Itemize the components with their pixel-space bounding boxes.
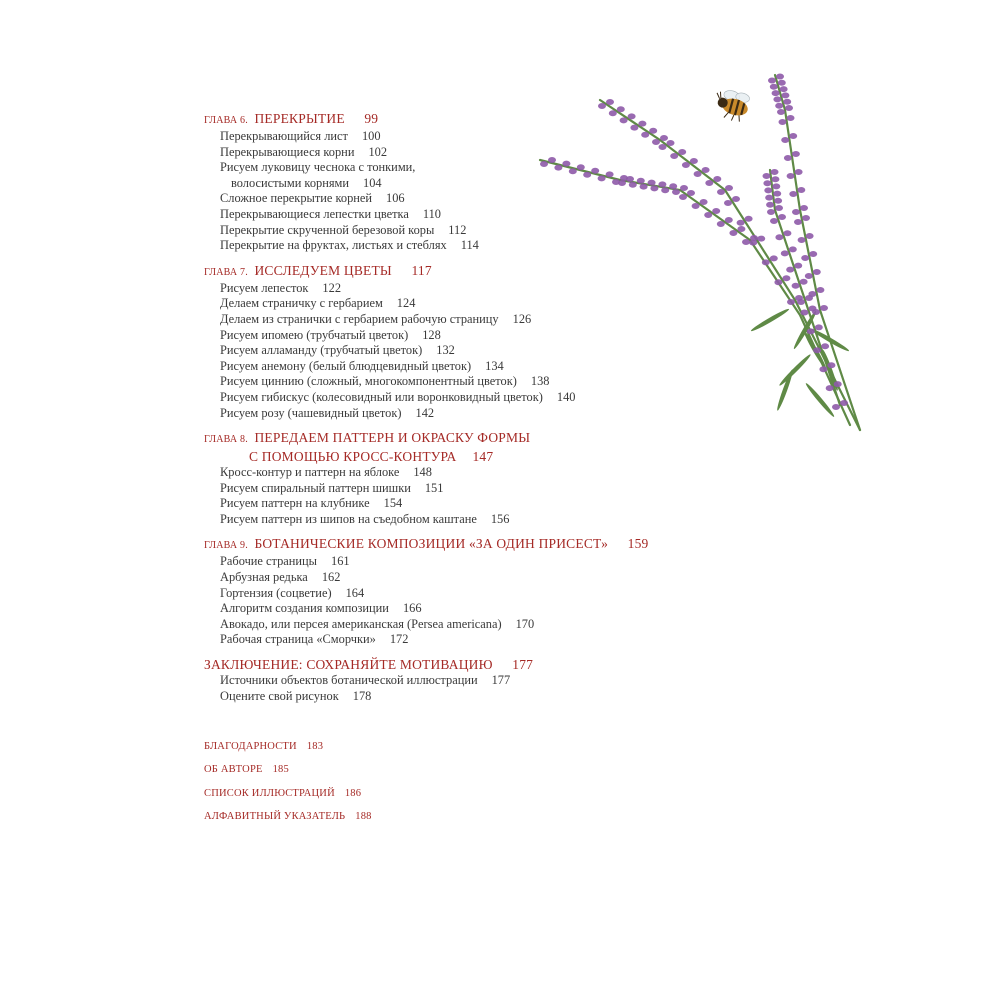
lavender-bud	[609, 110, 617, 116]
lavender-bud	[620, 117, 628, 123]
lavender-bud	[705, 180, 713, 186]
chapter-label: ГЛАВА 8.	[204, 434, 248, 446]
lavender-bud	[783, 99, 791, 105]
lavender-bud	[809, 306, 817, 312]
toc-entry[interactable]	[204, 586, 674, 602]
lavender-bud	[768, 78, 776, 84]
lavender-bud	[766, 202, 774, 208]
lavender-bud	[672, 189, 680, 195]
lavender-bud	[805, 273, 813, 279]
lavender-bud	[659, 144, 667, 150]
chapter-page: 147	[472, 449, 494, 465]
lavender-bud	[606, 171, 614, 177]
lavender-bud	[725, 217, 733, 223]
lavender-bud	[770, 218, 778, 224]
toc-entry[interactable]	[204, 465, 674, 481]
chapter-page: 159	[627, 536, 649, 552]
lavender-bud	[667, 140, 675, 146]
lavender-bud	[832, 404, 840, 410]
lavender-bud	[694, 171, 702, 177]
chapter-title-continued: С ПОМОЩЬЮ КРОСС-КОНТУРА	[249, 449, 457, 465]
chapter-title: ПЕРЕДАЕМ ПАТТЕРН И ОКРАСКУ ФОРМЫ	[254, 430, 531, 446]
lavender-bud	[670, 153, 678, 159]
bee-icon	[711, 87, 751, 124]
entry-title: Рисуем спиральный паттерн шишки	[220, 480, 411, 495]
lavender-leaves	[750, 307, 850, 418]
lavender-bud	[775, 103, 783, 109]
lavender-bud	[678, 149, 686, 155]
lavender-bud	[591, 168, 599, 174]
lavender-bud	[770, 84, 778, 90]
entry-title: Рисуем лепесток	[220, 280, 309, 295]
lavender-bud	[783, 230, 791, 236]
entry-title: Рисуем луковицу чеснока с тонкими,	[220, 160, 416, 175]
entry-page: 132	[436, 343, 455, 358]
lavender-bud	[778, 80, 786, 86]
lavender-bud	[700, 199, 708, 205]
lavender-bud	[789, 133, 797, 139]
lavender-bud	[762, 259, 770, 265]
lavender-bud	[687, 190, 695, 196]
lavender-bud	[628, 113, 636, 119]
entry-title: Перекрытие скрученной березовой коры	[220, 222, 435, 237]
entry-page: 161	[331, 554, 350, 569]
chapter-heading[interactable]	[204, 656, 674, 673]
lavender-bud	[800, 279, 808, 285]
back-matter-item[interactable]	[204, 758, 372, 781]
entry-title: Источники объектов ботанической иллюстрации	[220, 673, 478, 688]
lavender-bud	[577, 164, 585, 170]
lavender-bud	[763, 180, 771, 186]
lavender-bud	[652, 139, 660, 145]
entry-title: Кросс-контур и паттерн на яблоке	[220, 465, 400, 480]
chapter-page: 99	[364, 111, 379, 126]
entry-page: 134	[485, 358, 504, 373]
entry-title: Оцените свой рисунок	[220, 688, 339, 703]
lavender-bud	[763, 173, 771, 179]
chapter-label: ГЛАВА 6.	[204, 115, 248, 126]
lavender-bud	[792, 209, 800, 215]
lavender-bud	[583, 172, 591, 178]
lavender-bud	[809, 251, 817, 257]
entry-page: 185	[272, 764, 289, 776]
chapter-9	[204, 535, 674, 648]
lavender-bud	[805, 295, 813, 301]
back-matter	[204, 735, 372, 829]
lavender-bud	[717, 221, 725, 227]
lavender-bud	[658, 181, 666, 187]
entry-page: 188	[355, 811, 372, 823]
lavender-bud	[820, 305, 828, 311]
entry-page: 164	[345, 585, 365, 600]
entry-title: Арбузная редька	[220, 570, 308, 585]
lavender-bud	[742, 239, 750, 245]
chapter-title: БОТАНИЧЕСКИЕ КОМПОЗИЦИИ «ЗА ОДИН ПРИСЕСТ»	[254, 536, 609, 552]
entry-title: Рисуем алламанду (трубчатый цветок)	[220, 343, 423, 358]
lavender-bud	[745, 216, 753, 222]
lavender-bud	[648, 180, 656, 186]
lavender-bud	[680, 185, 688, 191]
toc-entry[interactable]	[204, 481, 674, 497]
lavender-bud	[806, 233, 814, 239]
toc-entry[interactable]	[204, 512, 674, 528]
lavender-bud	[540, 161, 548, 167]
lavender-bud	[569, 168, 577, 174]
lavender-bud	[679, 194, 687, 200]
entry-page: 183	[306, 741, 324, 752]
entry-page: 100	[361, 129, 381, 143]
lavender-bud	[794, 263, 802, 269]
lavender-bud	[789, 246, 797, 252]
back-matter-item[interactable]	[204, 735, 372, 758]
lavender-bud	[773, 96, 781, 102]
lavender-bud	[787, 115, 795, 121]
lavender-bud	[598, 103, 606, 109]
lavender-bud	[717, 189, 725, 195]
lavender-bud	[712, 208, 720, 214]
lavender-bud	[713, 176, 721, 182]
lavender-bud	[819, 366, 827, 372]
lavender-bud	[781, 137, 789, 143]
lavender-bud	[598, 175, 606, 181]
lavender-bud	[774, 198, 782, 204]
lavender-bud	[816, 287, 824, 293]
lavender-bud	[798, 237, 806, 243]
lavender-bud	[777, 109, 785, 115]
lavender-bud	[725, 185, 733, 191]
lavender-bud	[795, 169, 803, 175]
lavender-leaf	[775, 369, 794, 412]
entry-page: 142	[415, 405, 435, 420]
entry-page: 126	[512, 311, 532, 326]
lavender-bud	[640, 184, 648, 190]
lavender-bud	[772, 90, 780, 96]
entry-title: ОБ АВТОРЕ	[204, 764, 263, 776]
toc-entry[interactable]	[204, 673, 674, 689]
lavender-bud	[776, 74, 784, 80]
lavender-bud	[548, 157, 556, 163]
lavender-flowers	[540, 74, 848, 411]
chapter-title: ПЕРЕКРЫТИЕ	[254, 111, 345, 126]
lavender-bud	[801, 310, 809, 316]
toc-entry[interactable]	[204, 570, 674, 586]
entry-title: Рисуем анемону (белый блюдцевидный цветок)	[220, 358, 472, 373]
lavender-bud	[750, 235, 758, 241]
entry-page: 148	[413, 465, 432, 480]
lavender-bud	[770, 255, 778, 261]
entry-title: Перекрывающийся лист	[220, 129, 348, 143]
lavender-bud	[792, 151, 800, 157]
lavender-bud	[780, 86, 788, 92]
lavender-bud	[612, 179, 620, 185]
lavender-bud	[782, 275, 790, 281]
lavender-bud	[661, 187, 669, 193]
entry-title: Рабочая страница «Сморчки»	[220, 632, 376, 647]
toc-entry[interactable]	[204, 632, 674, 648]
lavender-bud	[771, 176, 779, 182]
back-matter-item[interactable]	[204, 805, 372, 828]
lavender-bud	[606, 99, 614, 105]
lavender-bud	[724, 200, 732, 206]
entry-page: 102	[368, 144, 388, 159]
lavender-bud	[764, 187, 772, 193]
entry-page: 186	[344, 787, 362, 799]
lavender-bud	[800, 205, 808, 211]
lavender-bud	[785, 105, 793, 111]
lavender-bud	[692, 203, 700, 209]
chapter-page: 177	[512, 657, 534, 673]
entry-page: 128	[422, 327, 441, 342]
lavender-bud	[732, 196, 740, 202]
toc-entry[interactable]	[204, 496, 674, 512]
lavender-bud	[704, 212, 712, 218]
entry-title: волосистыми корнями	[231, 175, 350, 190]
entry-page: 110	[422, 206, 441, 221]
lavender-bud	[669, 183, 677, 189]
chapter-page: 117	[411, 262, 432, 278]
toc-entry[interactable]	[204, 554, 674, 570]
lavender-bud	[789, 191, 797, 197]
lavender-bud	[729, 230, 737, 236]
lavender-bud	[771, 169, 779, 175]
entry-page: 114	[460, 238, 479, 253]
entry-title: Перекрытие на фруктах, листьях и стеблях	[220, 238, 447, 253]
lavender-bud	[638, 121, 646, 127]
lavender-leaf	[778, 353, 812, 387]
entry-title: Рабочие страницы	[220, 554, 318, 569]
lavender-bud	[813, 269, 821, 275]
chapter-heading[interactable]	[204, 535, 674, 554]
lavender-bud	[834, 381, 842, 387]
lavender-bud	[813, 347, 821, 353]
lavender-bud	[765, 195, 773, 201]
lavender-bud	[650, 185, 658, 191]
toc-entry[interactable]	[204, 601, 674, 617]
entry-title: Рисуем ипомею (трубчатый цветок)	[220, 327, 409, 342]
lavender-bud	[737, 220, 745, 226]
toc-entry[interactable]	[204, 617, 674, 633]
entry-title: Рисуем паттерн на клубнике	[220, 496, 370, 511]
entry-page: 106	[386, 191, 405, 206]
entry-title: Делаем страничку с гербарием	[220, 296, 383, 311]
lavender-bud	[630, 125, 638, 131]
entry-page: 151	[424, 480, 444, 495]
entry-page: 177	[491, 673, 511, 688]
entry-page: 170	[515, 616, 535, 631]
entry-title: Сложное перекрытие корней	[220, 191, 373, 206]
lavender-bud	[702, 167, 710, 173]
lavender-bud	[562, 161, 570, 167]
lavender-bud	[637, 178, 645, 184]
lavender-bud	[778, 214, 786, 220]
entry-title: Рисуем гибискус (колесовидный или воронковидный цветок)	[220, 389, 543, 404]
entry-title: Авокадо, или персея американская (Persea americana)	[220, 616, 502, 631]
lavender-bud	[821, 343, 829, 349]
conclusion	[204, 656, 674, 704]
lavender-illustration	[530, 70, 880, 450]
entry-title: Перекрывающиеся лепестки цветка	[220, 206, 409, 221]
entry-page: 124	[396, 296, 416, 311]
lavender-bud	[807, 328, 815, 334]
chapter-title: ИССЛЕДУЕМ ЦВЕТЫ	[254, 262, 392, 278]
lavender-bud	[772, 183, 780, 189]
lavender-bud	[797, 299, 805, 305]
lavender-bud	[826, 385, 834, 391]
lavender-bud	[773, 191, 781, 197]
entry-page: 166	[402, 601, 422, 616]
lavender-bud	[660, 135, 668, 141]
entry-page: 112	[448, 222, 467, 237]
lavender-bud	[554, 165, 562, 171]
lavender-bud	[641, 132, 649, 138]
lavender-bud	[792, 283, 800, 289]
lavender-bud	[629, 182, 637, 188]
lavender-bud	[767, 209, 775, 215]
lavender-bud	[786, 267, 794, 273]
lavender-bud	[797, 187, 805, 193]
entry-page: 156	[490, 511, 510, 526]
toc-entry[interactable]	[204, 689, 674, 705]
lavender-bud	[787, 299, 795, 305]
entry-title: Алгоритм создания композиции	[220, 601, 389, 616]
entry-page: 138	[530, 374, 550, 389]
entry-title: Рисуем циннию (сложный, многокомпонентный цветок)	[220, 374, 517, 389]
lavender-leaf	[750, 307, 790, 333]
lavender-bud	[794, 219, 802, 225]
entry-page: 140	[556, 389, 576, 404]
lavender-bud	[779, 119, 787, 125]
entry-title: Рисуем розу (чашевидный цветок)	[220, 405, 402, 420]
lavender-bud	[737, 226, 745, 232]
entry-page: 178	[352, 688, 372, 703]
lavender-bud	[781, 250, 789, 256]
entry-title: АЛФАВИТНЫЙ УКАЗАТЕЛЬ	[204, 811, 346, 823]
lavender-bud	[690, 158, 698, 164]
entry-title: Гортензия (соцветие)	[220, 585, 332, 600]
lavender-stem	[600, 100, 860, 430]
lavender-bud	[802, 215, 810, 221]
entry-title: Рисуем паттерн из шипов на съедобном каштане	[220, 511, 477, 526]
entry-page: 162	[321, 570, 341, 585]
lavender-bud	[815, 324, 823, 330]
entry-page: 122	[322, 280, 342, 295]
lavender-bud	[784, 155, 792, 161]
lavender-bud	[781, 92, 789, 98]
back-matter-item[interactable]	[204, 782, 372, 805]
lavender-bud	[775, 205, 783, 211]
lavender-bud	[682, 162, 690, 168]
entry-page: 172	[389, 632, 409, 647]
lavender-bud	[840, 400, 848, 406]
lavender-bud	[617, 106, 625, 112]
chapter-label: ГЛАВА 9.	[204, 540, 248, 552]
lavender-bud	[620, 175, 628, 181]
entry-page: 104	[363, 175, 382, 190]
lavender-bud	[774, 279, 782, 285]
lavender-bud	[649, 128, 657, 134]
chapter-title: ЗАКЛЮЧЕНИЕ: СОХРАНЯЙТЕ МОТИВАЦИЮ	[204, 657, 493, 673]
entry-title: БЛАГОДАРНОСТИ	[204, 741, 297, 752]
lavender-bud	[775, 234, 783, 240]
chapter-label: ГЛАВА 7.	[204, 266, 248, 278]
lavender-bud	[801, 255, 809, 261]
entry-page: 154	[383, 496, 403, 511]
lavender-bud	[827, 362, 835, 368]
entry-title: Перекрывающиеся корни	[220, 144, 355, 159]
entry-title: СПИСОК ИЛЛЮСТРАЦИЙ	[204, 787, 335, 799]
lavender-bud	[787, 173, 795, 179]
entry-title: Делаем из странички с гербарием рабочую страницу	[220, 311, 499, 326]
lavender-bud	[757, 236, 765, 242]
